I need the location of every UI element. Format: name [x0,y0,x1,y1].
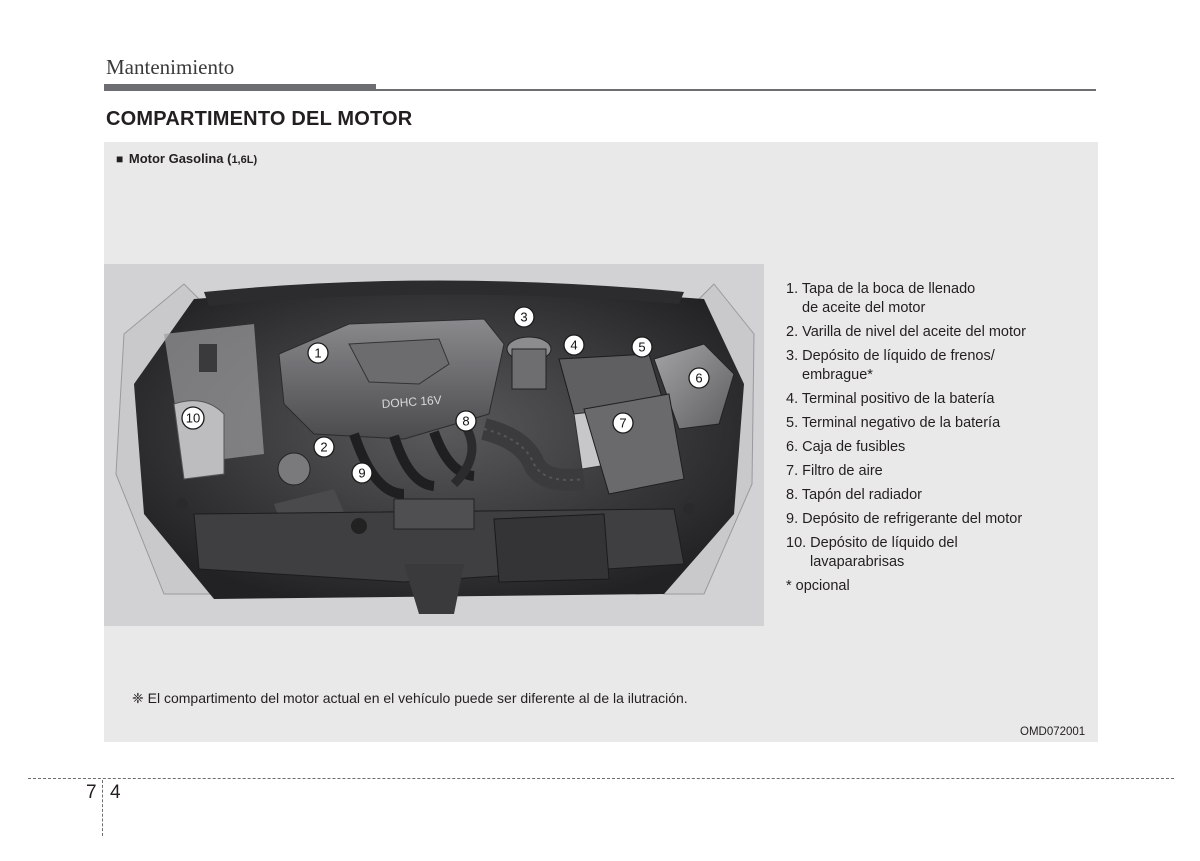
engine-cover-label: DOHC 16V [381,392,443,411]
footer-divider [28,778,1174,779]
legend-item: 3. Depósito de líquido de frenos/ embrague* [786,348,995,383]
legend-item: 6. Caja de fusibles [786,439,906,455]
legend-item: 4. Terminal positivo de la batería [786,391,995,407]
legend-item: 9. Depósito de refrigerante del motor [786,511,1023,527]
svg-text:4: 4 [570,337,578,353]
svg-text:10: 10 [185,410,201,426]
illustration-note: ❈ El compartimento del motor actual en el vehículo puede ser diferente al de la ilutración. [132,690,688,706]
figure-spec: 1,6L) [231,154,258,166]
svg-text:6: 6 [695,370,703,386]
callout-4 [564,335,584,355]
figure-code: OMD072001 [1020,726,1086,738]
callout-5 [632,337,652,357]
svg-text:9: 9 [358,465,366,481]
svg-text:8: 8 [462,413,470,429]
svg-text:7: 7 [619,415,627,431]
legend-item: 1. Tapa de la boca de llenado de aceite del motor [786,281,976,316]
page-heading: COMPARTIMENTO DEL MOTOR [106,108,413,130]
callout-7 [613,413,633,433]
header-rule-thick [104,84,376,91]
engine-illustration [104,264,764,626]
svg-text:5: 5 [638,339,646,355]
figure-subheading [116,151,257,166]
legend-item: 10. Depósito de líquido del lavaparabrisas [786,535,958,570]
callout-3 [514,307,534,327]
legend-item: 8. Tapón del radiador [786,487,922,503]
callout-2 [314,437,334,457]
callout-10 [182,407,204,429]
footer-vertical-divider [102,780,103,836]
callout-9 [352,463,372,483]
svg-text:1: 1 [314,345,322,361]
callout-1 [308,343,328,363]
legend-item: * opcional [786,578,850,594]
legend-item: 2. Varilla de nivel del aceite del motor [786,324,1026,340]
section-title: Mantenimiento [106,55,235,79]
figure-subtitle: Motor Gasolina ( [128,151,232,166]
callout-6 [689,368,709,388]
svg-text:3: 3 [520,309,528,325]
callout-8 [456,411,476,431]
chapter-number: 7 [86,782,97,803]
legend-item: 5. Terminal negativo de la batería [786,415,1001,431]
component-legend [786,280,1086,601]
header-rule-thin [376,89,1096,91]
page-number: 4 [110,782,121,803]
legend-item: 7. Filtro de aire [786,463,883,479]
svg-text:2: 2 [320,439,328,455]
square-bullet-icon: ■ [116,152,124,166]
